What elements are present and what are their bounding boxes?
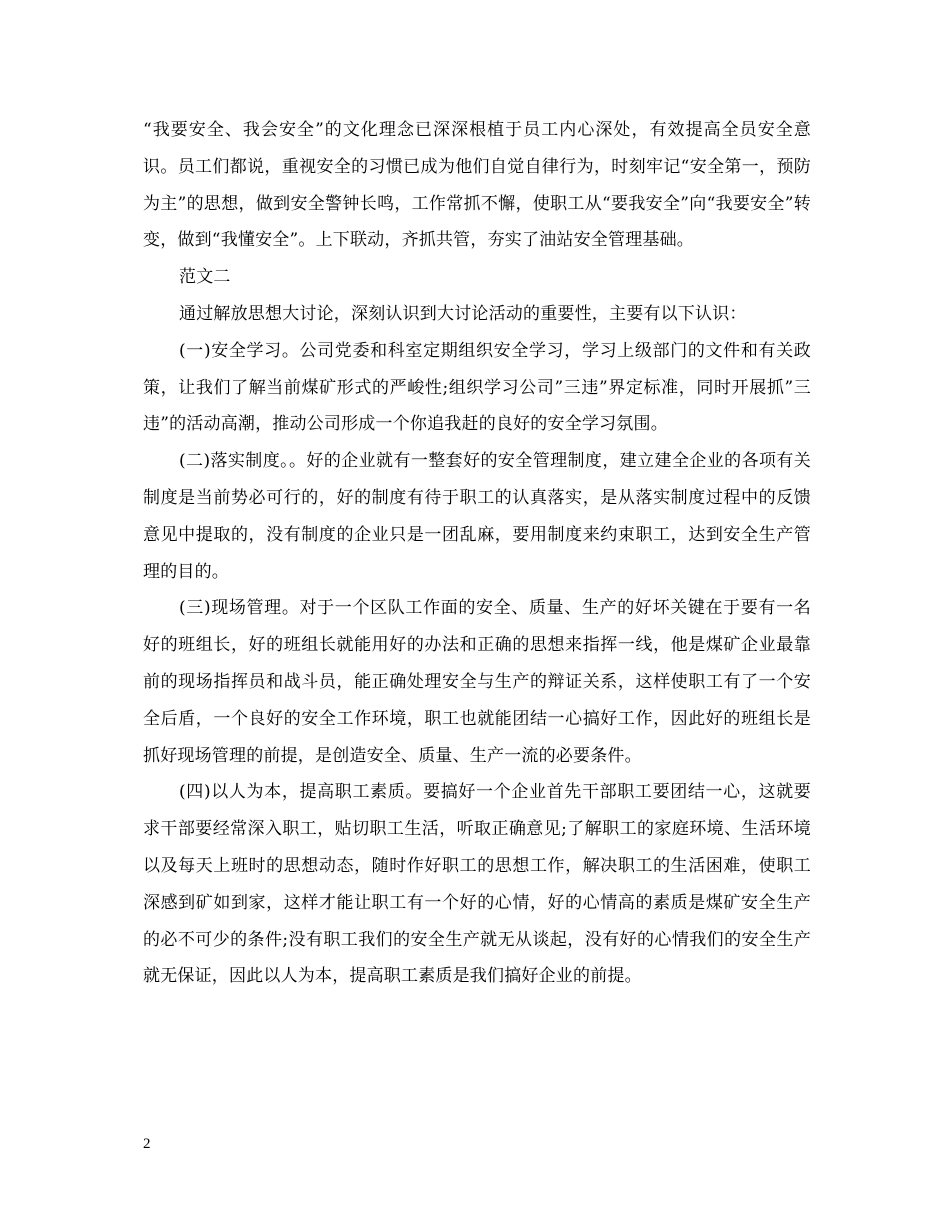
page-number: 2 — [143, 1136, 151, 1152]
document-body — [143, 112, 811, 995]
section-heading-sample-two: 范文二 — [179, 267, 231, 288]
paragraph-site-management: (三)现场管理。对于一个区队工作面的安全、质量、生产的好坏关键在于要有一名好的班组长，好的班组长就能用好的办法和正确的思想来指挥一线，他是煤矿企业最靠前的现场指挥员和战斗员，能正确处理安全与生产的辩证关系，这样使职工有了一个安全后盾，一个良好的安全工作环境，职工也就能团结一心搞好工作，因此好的班组长是抓好现场管理的前提，是创造安全、质量、生产一流的必要条件。 — [143, 598, 811, 766]
paragraph-implement-system: (二)落实制度。。好的企业就有一整套好的安全管理制度，建立建全企业的各项有关制度是当前势必可行的，好的制度有待于职工的认真落实，是从落实制度过程中的反馈意见中提取的，没有制度的企业只是一团乱麻，要用制度来约束职工，达到安全生产管理的目的。 — [143, 451, 811, 582]
paragraph-intro: 通过解放思想大讨论，深刻认识到大讨论活动的重要性，主要有以下认识： — [179, 303, 747, 324]
paragraph-safety-culture: “我要安全、我会安全”的文化理念已深深根植于员工内心深处，有效提高全员安全意识。员工们都说，重视安全的习惯已成为他们自觉自律行为，时刻牢记“安全第一，预防为主”的思想，做到安全警钟长鸣，工作常抓不懈，使职工从“要我安全”向“我要安全”转变，做到“我懂安全”。上下联动，齐抓共管，夯实了油站安全管理基础。 — [143, 120, 811, 251]
paragraph-safety-study: (一)安全学习。公司党委和科室定期组织安全学习，学习上级部门的文件和有关政策，让我们了解当前煤矿形式的严峻性;组织学习公司”三违”界定标准，同时开展抓”三违”的活动高潮，推动公司形成一个你追我赶的良好的安全学习氛围。 — [143, 340, 811, 435]
paragraph-people-oriented: (四)以人为本，提高职工素质。要搞好一个企业首先干部职工要团结一心，这就要求干部要经常深入职工，贴切职工生活，听取正确意见;了解职工的家庭环境、生活环境以及每天上班时的思想动态，随时作好职工的思想工作，解决职工的生活困难，使职工深感到矿如到家，这样才能让职工有一个好的心情，好的心情高的素质是煤矿安全生产的必不可少的条件;没有职工我们的安全生产就无从谈起，没有好的心情我们的安全生产就无保证，因此以人为本，提高职工素质是我们搞好企业的前提。 — [143, 782, 811, 987]
